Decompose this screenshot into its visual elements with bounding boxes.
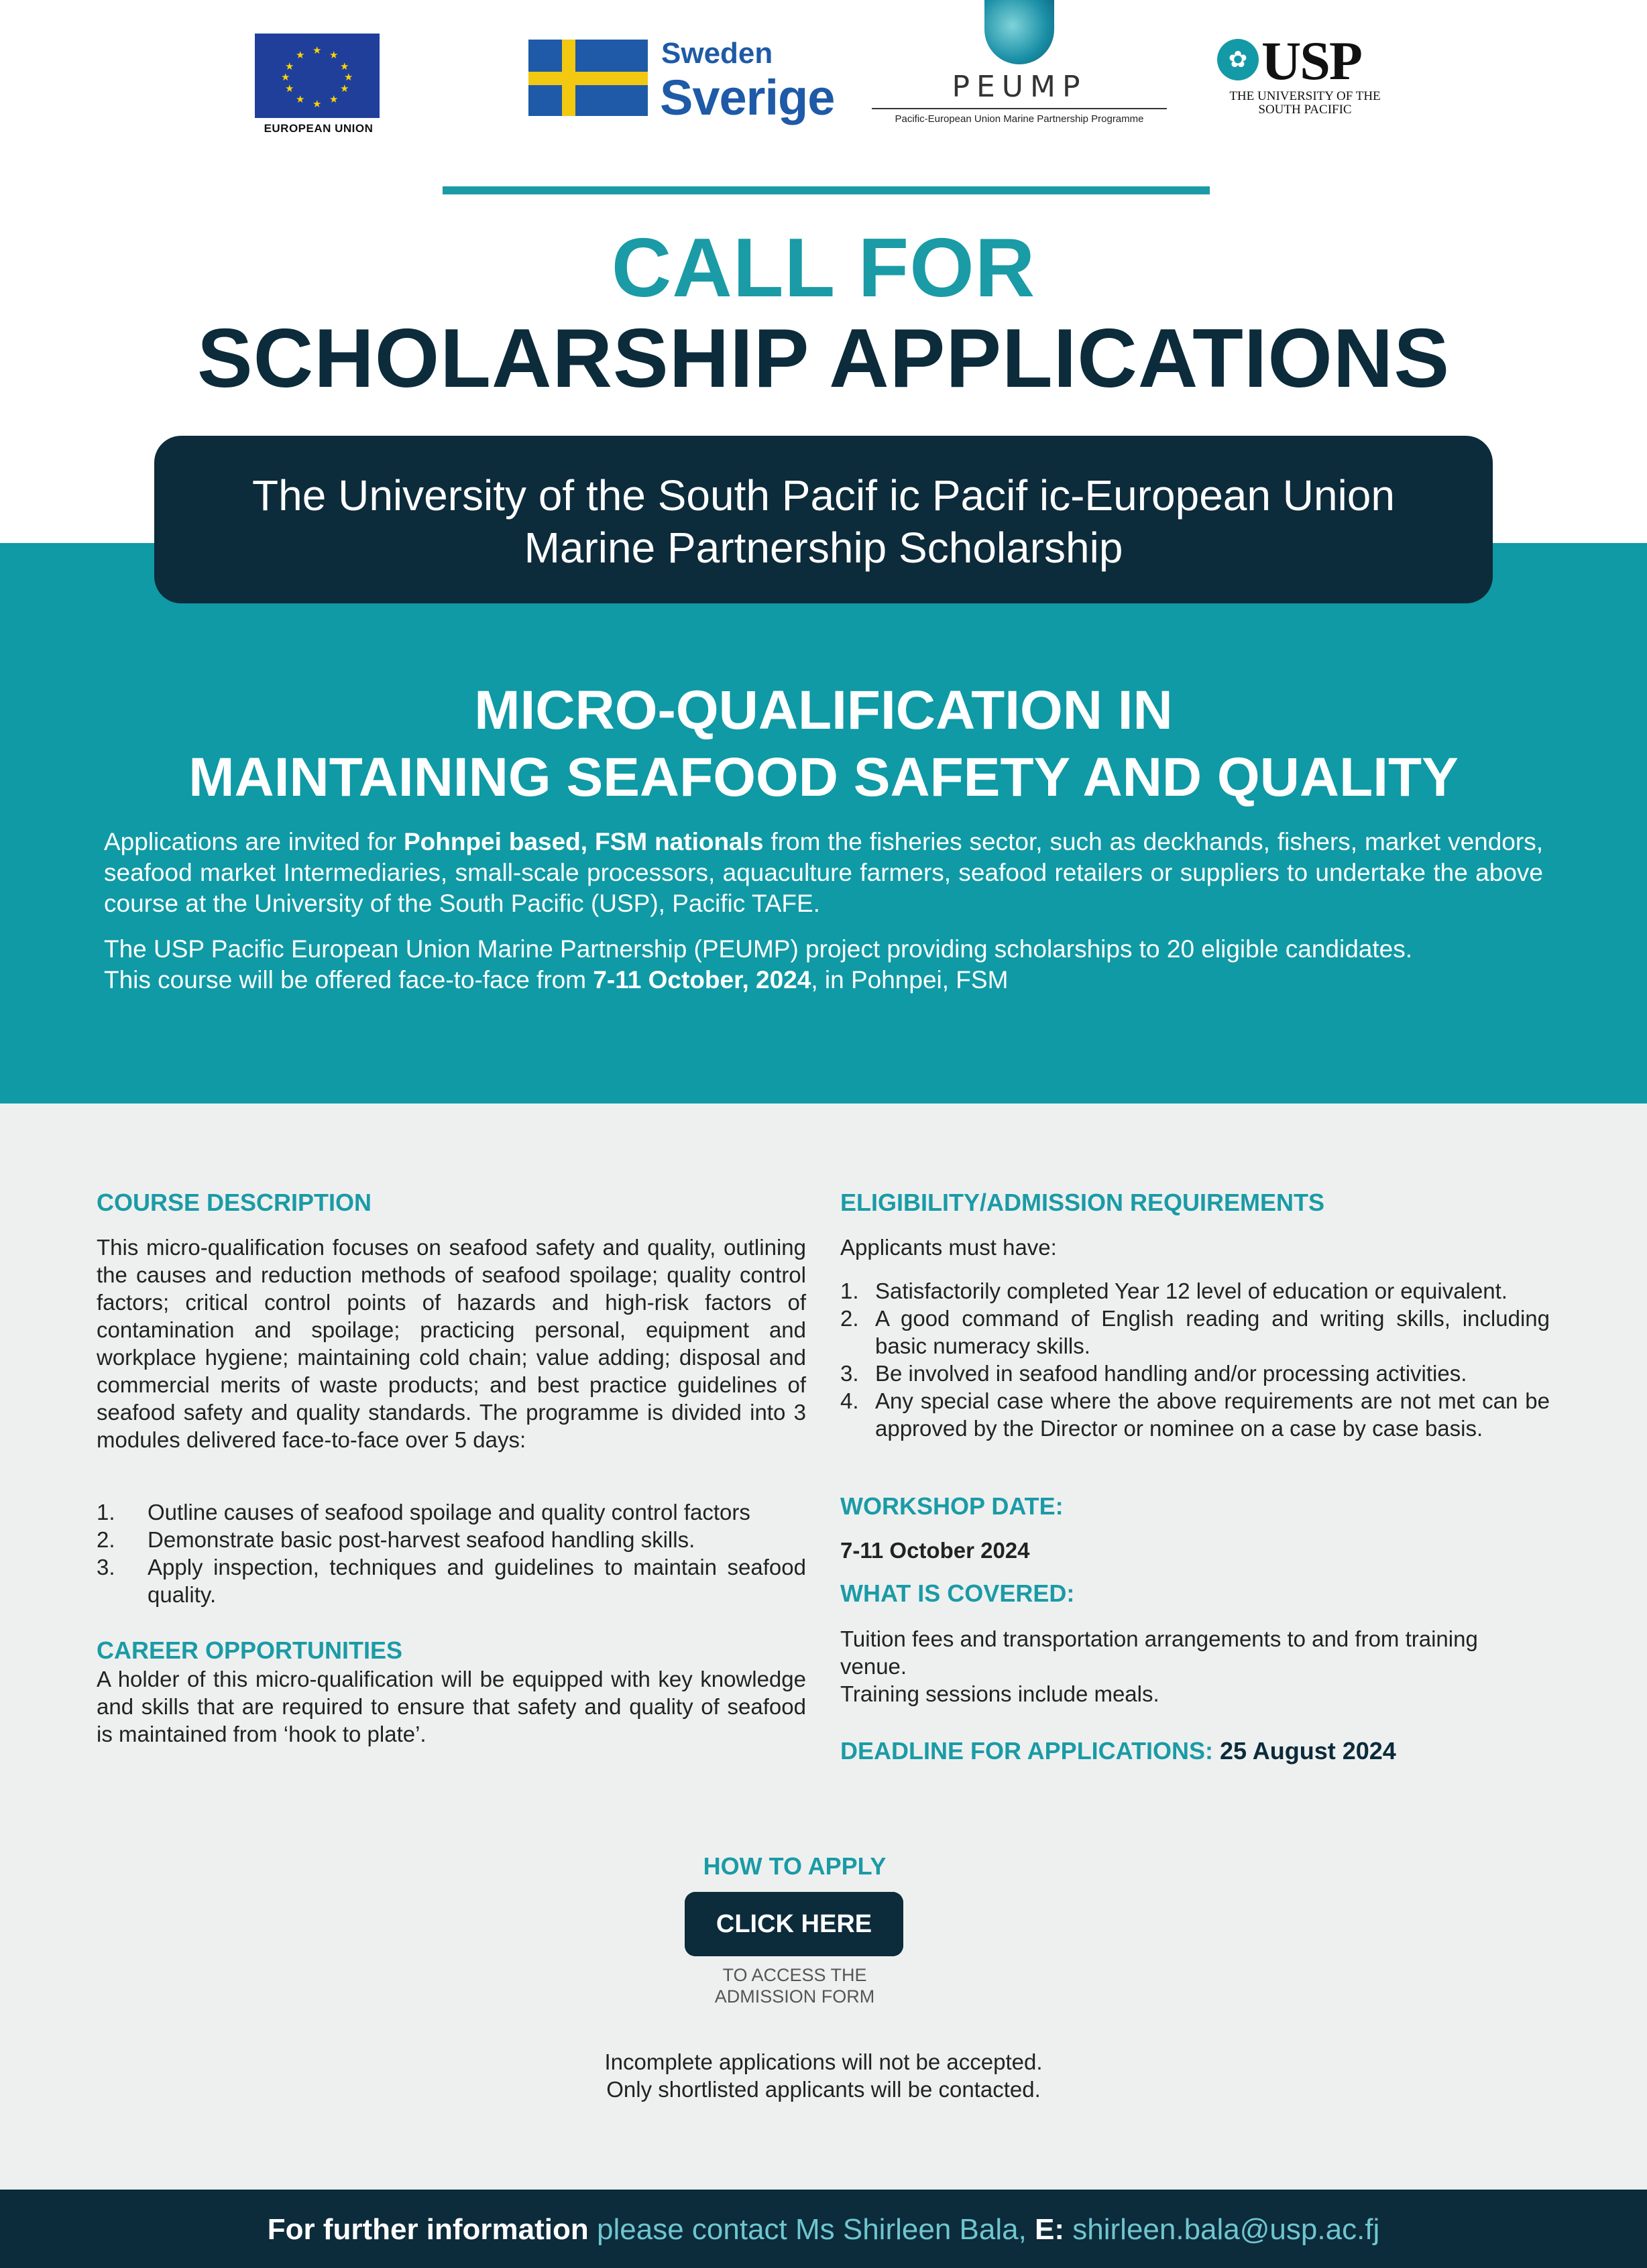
sverige-text: Sverige (660, 70, 835, 125)
covered-line1: Tuition fees and transportation arrangements to and from training venue. (840, 1626, 1478, 1679)
offering-line2 (104, 965, 1543, 996)
module-item (97, 1526, 806, 1553)
peump-word: PEUMP (952, 70, 1087, 104)
how-to-apply-heading: HOW TO APPLY (703, 1852, 887, 1880)
eligibility-item (840, 1277, 1550, 1305)
click-here-button[interactable]: CLICK HERE (685, 1892, 903, 1956)
offering-date: 7-11 October, 2024 (593, 966, 811, 994)
access-line1: TO ACCESS THE (722, 1965, 867, 1985)
footer-email-link[interactable]: shirleen.bala@usp.ac.fj (1064, 2213, 1380, 2246)
peump-logo (872, 0, 1167, 134)
eligibility-text: Be involved in seafood handling and/or processing activities. (875, 1361, 1467, 1386)
module-text: Outline causes of seafood spoilage and quality control factors (148, 1500, 750, 1525)
course-description-text: This micro-qualification focuses on seafood safety and quality, outlining the causes and reduction methods of seafood spoilage; quality control factors; critical control points of hazards and high-risk factors of contamination and spoilage; practicing personal, equipment and workplace hygiene; maintaining cold chain; value adding; disposal and commercial merits of waste products; and best practice guidelines of seafood safety and quality standards. The programme is divided into 3 modules delivered face-to-face over 5 days: (97, 1235, 806, 1452)
module-number: 3. (97, 1555, 115, 1579)
sweden-logo (528, 37, 835, 131)
footer-bold-lead: For further information (267, 2213, 589, 2246)
sweden-text: Sweden (661, 37, 773, 70)
module-number: 1. (97, 1500, 115, 1525)
offering-line1: The USP Pacific European Union Marine Partnership (PEUMP) project providing scholarships to 20 eligible candidates. (104, 935, 1413, 963)
invitation-paragraph (104, 827, 1543, 919)
eligibility-item (840, 1360, 1550, 1387)
application-notes (0, 2048, 1647, 2103)
modules-list (97, 1498, 806, 1608)
eu-caption: EUROPEAN UNION (264, 122, 374, 135)
usp-emblem-icon: ✿ (1217, 39, 1259, 80)
invitation-text-a: Applications are invited for (104, 828, 404, 855)
module-text: Demonstrate basic post-harvest seafood handling skills. (148, 1527, 695, 1552)
scholarship-name (154, 469, 1493, 574)
top-divider (443, 186, 1210, 194)
eligibility-number: 2. (840, 1306, 859, 1331)
footer-contact (0, 2212, 1647, 2247)
title-scholarship-applications: SCHOLARSHIP APPLICATIONS (196, 312, 1451, 405)
sweden-flag-icon (528, 40, 648, 116)
title-call-for: CALL FOR (611, 222, 1036, 314)
module-item (97, 1553, 806, 1608)
module-text: Apply inspection, techniques and guidelines to maintain seafood quality. (148, 1555, 806, 1607)
eu-logo (255, 34, 382, 134)
eligibility-item (840, 1305, 1550, 1360)
scholarship-name-line1: The University of the South Pacif ic Pacif ic-European Union (252, 471, 1395, 520)
covered-line2: Training sessions include meals. (840, 1681, 1159, 1706)
peump-emblem-icon (984, 0, 1054, 64)
deadline-date: 25 August 2024 (1220, 1737, 1396, 1765)
note-incomplete: Incomplete applications will not be accepted. (604, 2049, 1043, 2074)
teal-band (0, 543, 1647, 1103)
offering-paragraph (104, 934, 1543, 996)
course-title-line1: MICRO-QUALIFICATION IN (474, 680, 1173, 741)
covered-text (840, 1625, 1484, 1708)
eligibility-text: Satisfactorily completed Year 12 level of education or equivalent. (875, 1278, 1508, 1303)
footer-email-label: E: (1035, 2213, 1065, 2246)
deadline (840, 1737, 1550, 1765)
covered-heading: WHAT IS COVERED: (840, 1579, 1075, 1607)
note-shortlisted: Only shortlisted applicants will be contacted. (606, 2077, 1041, 2102)
access-form-text (0, 1964, 1589, 2007)
career-heading: CAREER OPPORTUNITIES (97, 1636, 403, 1664)
usp-logo (1217, 30, 1392, 127)
workshop-date: 7-11 October 2024 (840, 1538, 1030, 1563)
footer-contact-text: please contact Ms Shirleen Bala, (588, 2213, 1035, 2246)
course-description-heading: COURSE DESCRIPTION (97, 1189, 372, 1216)
workshop-heading: WORKSHOP DATE: (840, 1492, 1064, 1520)
usp-word: USP (1261, 30, 1361, 91)
career-text: A holder of this micro-qualification will be equipped with key knowledge and skills that are required to ensure that safety and quality of seafood is maintained from ‘hook to plate’. (97, 1667, 806, 1746)
invitation-bold: Pohnpei based, FSM nationals (403, 828, 764, 855)
eligibility-intro: Applicants must have: (840, 1235, 1057, 1260)
eligibility-list (840, 1277, 1550, 1442)
access-line2: ADMISSION FORM (714, 1986, 875, 2007)
eligibility-heading: ELIGIBILITY/ADMISSION REQUIREMENTS (840, 1189, 1325, 1216)
course-title-line2: MAINTAINING SEAFOOD SAFETY AND QUALITY (188, 747, 1459, 808)
eligibility-text: A good command of English reading and writing skills, including basic numeracy skills. (875, 1306, 1550, 1358)
eligibility-number: 4. (840, 1388, 859, 1413)
offering-text-b: , in Pohnpei, FSM (811, 966, 1009, 994)
module-number: 2. (97, 1527, 115, 1552)
eligibility-text: Any special case where the above requirements are not met can be approved by the Director or nominee on a case by case basis. (875, 1388, 1550, 1441)
eu-flag-icon: ★ ★ ★ ★ ★ ★ ★ ★ ★ ★ ★ ★ (255, 34, 380, 118)
scholarship-name-line2: Marine Partnership Scholarship (524, 524, 1123, 572)
offering-text-a: This course will be offered face-to-face from (104, 966, 593, 994)
module-item (97, 1498, 806, 1526)
eligibility-item (840, 1387, 1550, 1442)
eligibility-number: 3. (840, 1361, 859, 1386)
invitation-text-b: from the fisheries sector, such as deckhands, fishers, market vendors, seafood market Intermediaries, small-scale processors, aquaculture farmers, seafood retailers or suppliers to undertake the above course at the University of the South Pacific (USP), Pacific TAFE. (104, 828, 1543, 917)
peump-subtitle: Pacific-European Union Marine Partnership Programme (872, 108, 1167, 125)
deadline-label: DEADLINE FOR APPLICATIONS: (840, 1737, 1213, 1765)
usp-subtitle: THE UNIVERSITY OF THE SOUTH PACIFIC (1229, 89, 1381, 117)
eligibility-number: 1. (840, 1278, 859, 1303)
